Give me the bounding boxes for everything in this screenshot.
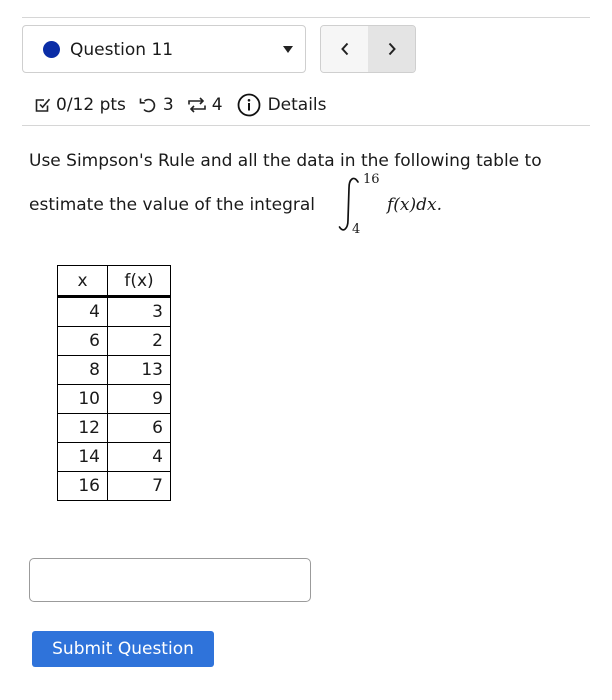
table-row xyxy=(58,472,171,501)
table-row xyxy=(58,327,171,356)
integral-lower-limit: 4 xyxy=(352,222,361,237)
prompt-line-2-text: estimate the value of the integral xyxy=(29,195,315,215)
top-divider xyxy=(22,17,590,18)
question-nav xyxy=(320,25,416,73)
previous-question-button[interactable] xyxy=(321,26,368,72)
table-cell-x: 4 xyxy=(58,297,108,327)
integral-upper-limit: 16 xyxy=(363,172,380,187)
table-header: f(x) xyxy=(108,266,171,297)
attempts-indicator xyxy=(186,95,223,115)
question-label: Question 11 xyxy=(70,40,174,60)
attempts-icon xyxy=(186,95,208,115)
table-cell-fx: 2 xyxy=(108,327,171,356)
answer-input[interactable] xyxy=(29,558,311,602)
attempts-count: 4 xyxy=(211,95,223,115)
question-status-dot xyxy=(43,41,60,58)
table-cell-fx: 4 xyxy=(108,443,171,472)
caret-down-icon xyxy=(283,46,293,53)
table-cell-fx: 7 xyxy=(108,472,171,501)
table-row xyxy=(58,297,171,327)
info-icon xyxy=(237,93,261,117)
table-cell-x: 6 xyxy=(58,327,108,356)
meta-divider xyxy=(22,125,590,126)
table-row xyxy=(58,443,171,472)
table-cell-fx: 6 xyxy=(108,414,171,443)
integrand: f(x)dx. xyxy=(387,195,443,215)
chevron-right-icon xyxy=(387,42,397,56)
table-cell-fx: 3 xyxy=(108,297,171,327)
question-meta xyxy=(34,92,327,118)
details-button[interactable] xyxy=(237,93,327,117)
points-indicator xyxy=(34,95,126,115)
table-cell-x: 14 xyxy=(58,443,108,472)
table-cell-x: 16 xyxy=(58,472,108,501)
table-cell-fx: 13 xyxy=(108,356,171,385)
prompt-line-2 xyxy=(29,193,315,217)
table-cell-x: 12 xyxy=(58,414,108,443)
table-cell-x: 8 xyxy=(58,356,108,385)
chevron-left-icon xyxy=(340,42,350,56)
table-header: x xyxy=(58,266,108,297)
next-question-button[interactable] xyxy=(368,26,415,72)
table-row xyxy=(58,385,171,414)
table-cell-fx: 9 xyxy=(108,385,171,414)
checkbox-icon xyxy=(34,96,52,114)
data-table xyxy=(57,265,171,501)
question-selector[interactable] xyxy=(22,25,306,73)
details-label: Details xyxy=(267,95,327,115)
table-row xyxy=(58,356,171,385)
submit-question-button[interactable]: Submit Question xyxy=(32,631,214,667)
prompt-line-1: Use Simpson's Rule and all the data in the following table to xyxy=(29,151,542,171)
retries-count: 3 xyxy=(162,95,174,115)
table-row xyxy=(58,414,171,443)
table-header-row xyxy=(58,266,171,297)
points-text: 0/12 pts xyxy=(56,95,126,115)
retries-indicator xyxy=(138,95,174,115)
table-cell-x: 10 xyxy=(58,385,108,414)
retry-icon xyxy=(138,96,158,114)
